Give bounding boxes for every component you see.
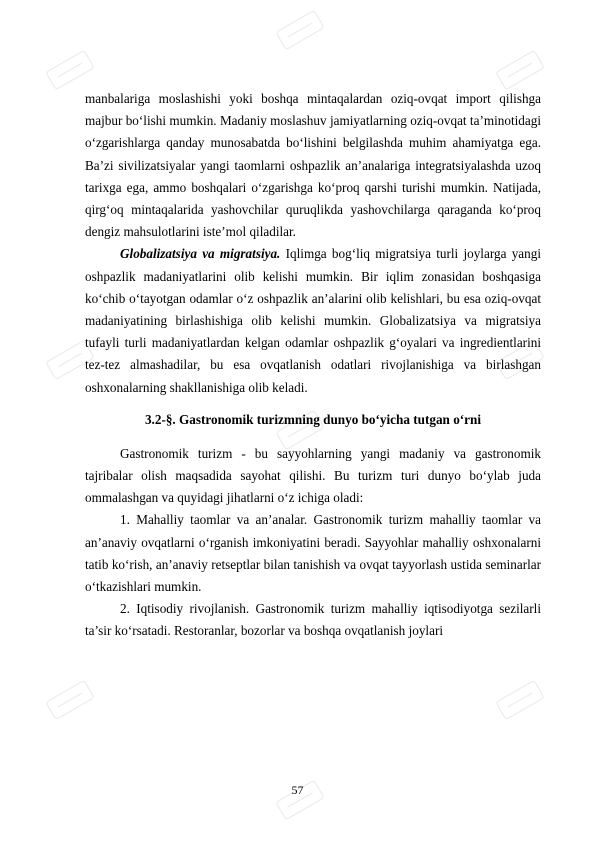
paragraph-2 xyxy=(85,243,541,398)
paragraph-4: 1. Mahalliy taomlar va an’analar. Gastronomik turizm mahalliy taomlar va an’anaviy ovqatlarni o‘rganish imkoniyatini beradi. Sayyohlar mahalliy oshxonalarni tatib ko‘rish, an’anaviy retseptlar bilan tanishish va ovqat tayyorlash ustida seminarlar o‘tkazishlari mumkin. xyxy=(85,512,541,595)
section-heading: 3.2-§. Gastronomik turizmning dunyo bo‘yicha tutgan o‘rni xyxy=(144,411,482,427)
paragraph-2-body: Iqlimga bog‘liq migratsiya turli joylarga yangi oshpazlik madaniyatlarini olib kelishi mumkin. Bir iqlim zonasidan boshqasiga ko‘chib o‘tayotgan odamlar o‘z oshpazlik an’alarini olib kelishlari, bu esa oziq-ovqat madaniyatining birlashishiga olib kelishi mumkin. Globalizatsiya va migratsiya tufayli turli madaniyatlardan kelgan odamlar oshpazlik g‘oyalari va ingredientlarini tez-tez almashadilar, bu esa ovqatlanish odatlari rivojlanishiga va birlashgan oshxonalarning shakllanishiga olib keladi. xyxy=(85,246,541,395)
paragraph-3: Gastronomik turizm - bu sayyohlarning yangi madaniy va gastronomik tajribalar olish maqsadida sayohat qilishi. Bu turizm turi dunyo bo‘ylab juda ommalashgan va quyidagi jihatlarni o‘z ichiga oladi: xyxy=(85,445,541,506)
paragraph-5: 2. Iqtisodiy rivojlanish. Gastronomik turizm mahalliy iqtisodiyotga sezilarli ta’sir ko‘rsatadi. Restoranlar, bozorlar va boshqa ovqatlanish joylari xyxy=(85,601,541,639)
paragraph-1: manbalariga moslashishi yoki boshqa mintaqalardan oziq-ovqat import qilishga majbur bo‘lishi mumkin. Madaniy moslashuv jamiyatlarning oziq-ovqat ta’minotidagi o‘zgarishlarga qanday munosabatda bo‘lishini belgilashda muhim ahamiyatga ega. Ba’zi sivilizatsiyalar yangi taomlarni oshpazlik an’analariga integratsiyalashda uzoq tarixga ega, ammo boshqalari o‘zgarishga ko‘proq qarshi turishi mumkin. Natijada, qirg‘oq mintaqalarida yashovchilar quruqlikda yashovchilarga qaraganda ko‘proq dengiz mahsulotlarini iste’mol qiladilar. xyxy=(85,91,541,240)
document-body xyxy=(85,88,541,643)
paragraph-2-run-in-heading: Globalizatsiya va migratsiya. xyxy=(120,246,281,262)
page-number: 57 xyxy=(291,783,304,797)
